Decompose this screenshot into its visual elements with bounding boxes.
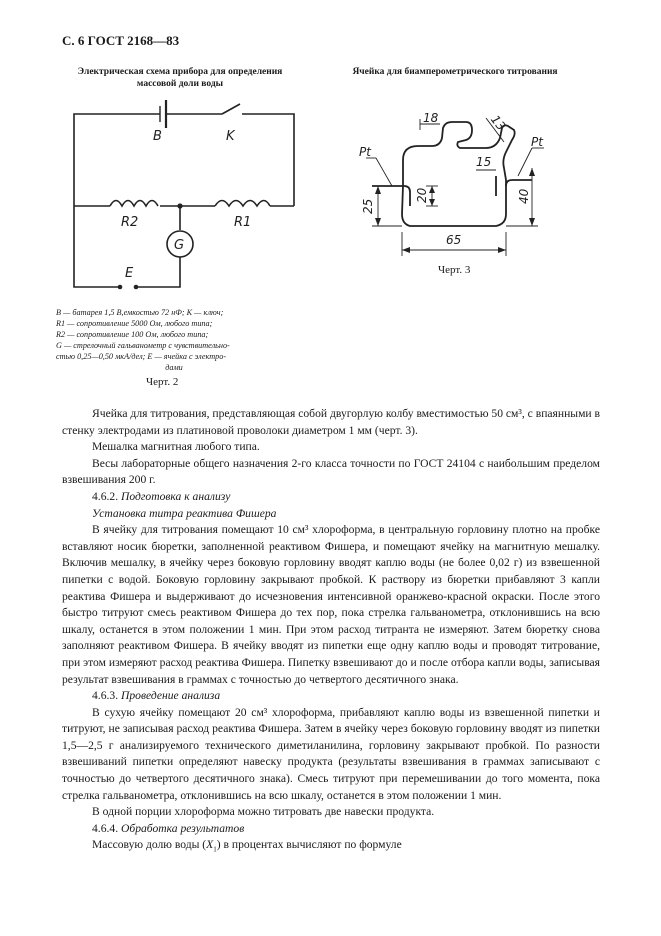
subsection-title: Установка титра реактива Фишера — [92, 506, 277, 520]
legend-line: G — стрелочный гальванометр с чувствительно- — [56, 341, 230, 350]
paragraph-cell: Ячейка для титрования, представляющая собой двугорлую колбу вместимостью 50 см³, с впаянными в стенку электродами из платиновой проволоки диаметром 1 мм (черт. 3). — [62, 407, 600, 437]
paragraph-stirrer: Мешалка магнитная любого типа. — [92, 440, 260, 454]
section-title: Подготовка к анализу — [121, 489, 231, 503]
figure-right-number: Черт. 3 — [438, 264, 471, 276]
body-text — [62, 406, 600, 854]
figure-left-caption-line2: массовой доли воды — [136, 79, 224, 89]
formula-intro-pre: Массовую долю воды ( — [92, 838, 207, 852]
dim-25: 25 — [361, 198, 375, 214]
page-header: С. 6 ГОСТ 2168—83 — [62, 33, 180, 48]
circuit-legend — [56, 307, 292, 373]
label-r1: R1 — [234, 215, 252, 230]
section-title: Обработка результатов — [121, 821, 245, 835]
variable-x-subscript: 1 — [213, 845, 217, 854]
dim-18: 18 — [423, 111, 439, 125]
section-4-6-2 — [62, 489, 600, 506]
dim-40: 40 — [517, 188, 531, 204]
section-number: 4.6.2. — [92, 489, 119, 503]
figure-left-caption — [62, 66, 298, 90]
figure-right-caption: Ячейка для биамперометрического титрования — [352, 67, 558, 77]
dim-15: 15 — [476, 155, 492, 169]
section-number: 4.6.3. — [92, 689, 119, 703]
dim-13: 13 — [487, 112, 509, 134]
dim-65: 65 — [446, 233, 462, 247]
section-4-6-3 — [62, 688, 600, 705]
dim-pt-left: Pt — [359, 145, 371, 159]
legend-line: R1 — сопротивление 5000 Ом, любого типа; — [56, 319, 213, 328]
paragraph-fischer-titer: В ячейку для титрования помещают 10 см³ хлороформа, в центральную горловину плотно на пробке вставляют носик бюретки, заполненной реактивом Фишера, и помещают ячейку на магнитную мешалку. Включив мешалку, в ячейку через боковую горловину вводят каплю воды (не более 0,02 г) из взвешенной пипетки с водой. Боковую горловину закрывают пробкой. К раствору из бюретки прибавляют 3 капли реактива Фишера и выдерживают до исчезновения интенсивной оранжево-красной окраски. После этого быстро титруют смесь реактивом Фишера до тех пор, пока стрелка гальванометра, отклонившись на всю шкалу, останется в этом положении 1 мин. При этом расход титранта не измеряют. Затем бюретку снова заполняют реактивом Фишера. В ячейку вводят из пипетки еще одну каплю воды и проводят титрование, при этом измеряют расход реактива Фишера. Пипетку взвешивают до и после отбора капли воды, записывая результат взвешивания в граммах с точностью до четвертого десятичного знака. — [62, 523, 600, 686]
label-e: E — [125, 266, 134, 281]
section-4-6-4 — [62, 821, 600, 838]
dim-pt-right: Pt — [531, 135, 543, 149]
section-title: Проведение анализа — [121, 689, 221, 703]
figure-left-number: Черт. 2 — [146, 376, 179, 388]
legend-line: стью 0,25—0,50 мкА/дел; E — ячейка с электро- — [56, 352, 227, 361]
label-g: G — [174, 238, 185, 253]
label-r2: R2 — [121, 215, 139, 230]
legend-line: дами — [165, 363, 183, 372]
paragraph-two-samples: В одной порции хлороформа можно титровать две навески продукта. — [92, 805, 435, 819]
legend-line: B — батарея 1,5 В,емкостью 72 нФ; K — ключ; — [56, 308, 224, 317]
legend-line: R2 — сопротивление 100 Ом, любого типа; — [56, 330, 209, 339]
section-number: 4.6.4. — [92, 821, 119, 835]
label-b: B — [153, 129, 162, 144]
variable-x: X — [206, 838, 214, 852]
paragraph-scales: Весы лабораторные общего назначения 2-го класса точности по ГОСТ 24104 с наибольшим пределом взвешивания 200 г. — [62, 456, 600, 487]
figure-left-caption-line1: Электрическая схема прибора для определения — [77, 67, 283, 77]
formula-intro-post: ) в процентах вычисляют по формуле — [216, 838, 402, 852]
paragraph-formula-intro — [62, 837, 600, 854]
dim-20: 20 — [415, 187, 429, 203]
label-k: K — [226, 129, 235, 144]
paragraph-analysis: В сухую ячейку помещают 20 см³ хлороформа, прибавляют каплю воды из взвешенной пипетки и титруют, не записывая расход реактива Фишера. Затем в ячейку через боковую горловину вводят из пипетки 1,5—2,5 г анализируемого технического диметиланилина, горловину закрывают пробкой. По разности взвешиваний пипетки определяют навеску продукта (результаты взвешивания в граммах записывают с точностью до четвертого десятичного знака). Смесь титруют при перемешивании до того момента, пока стрелка гальванометра, отклонившись на всю шкалу, останется в этом положении 1 мин. — [62, 705, 600, 802]
